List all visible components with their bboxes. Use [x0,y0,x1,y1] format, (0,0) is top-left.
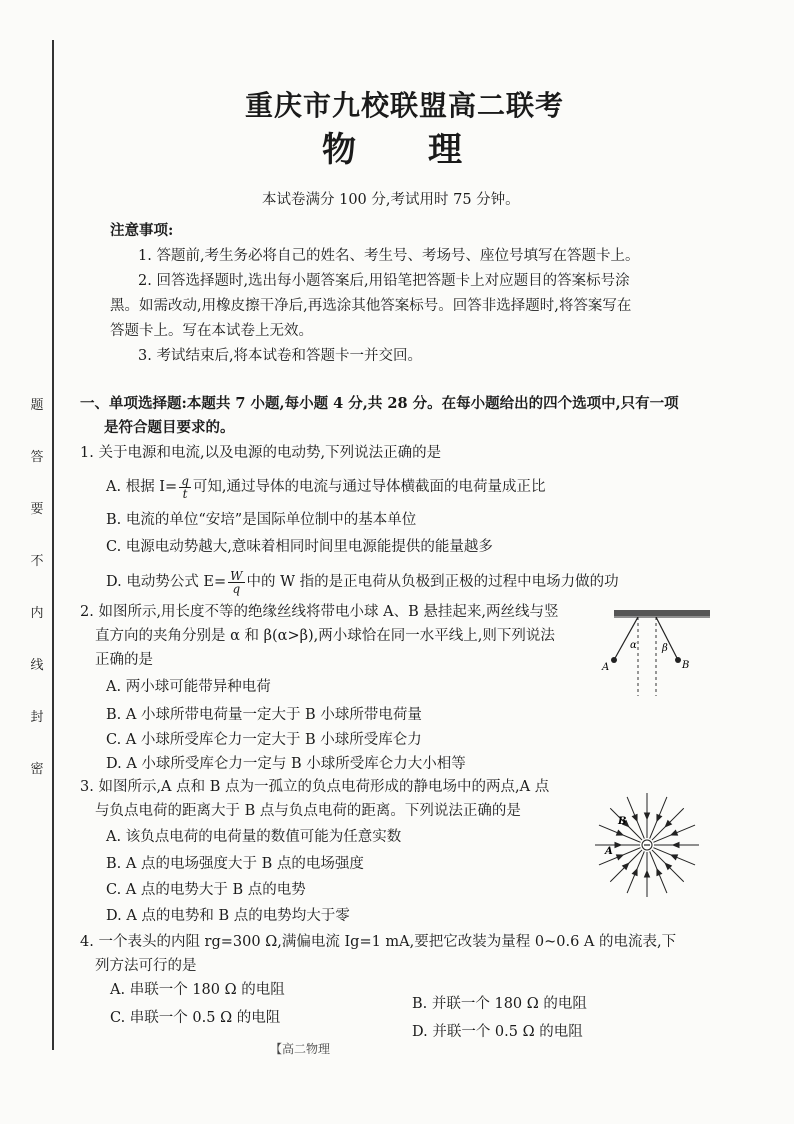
field-arrow [673,843,679,848]
string-a [614,617,638,660]
q4-line-1: 4. 一个表头的内阻 rg=300 Ω,满偏电流 Ig=1 mA,要把它改装为量程 0~0.6 A 的电流表,下 [80,934,677,950]
field-arrow [657,869,662,876]
note-3: 3. 考试结束后,将本试卷和答题卡一并交回。 [138,348,423,364]
seal-char: 内 [30,606,44,621]
q2-option-a: A. 两小球可能带异种电荷 [106,679,271,695]
q3-option-c: C. A 点的电势大于 B 点的电势 [106,882,306,898]
q2-line-3: 正确的是 [95,652,153,668]
q4-option-a: A. 串联一个 180 Ω 的电阻 [110,982,285,998]
seal-char: 题 [30,398,44,413]
note-2-line-3: 答题卡上。写在本试卷上无效。 [110,323,313,339]
q3-option-a: A. 该负点电荷的电荷量的数值可能为任意实数 [106,829,402,845]
q3-option-b: B. A 点的电场强度大于 B 点的电场强度 [106,856,364,872]
fraction-w-over-q: $\frac{W}{q}$ [230,568,243,596]
field-arrow [657,814,662,821]
q2-line-1: 2. 如图所示,用长度不等的绝缘丝线将带电小球 A、B 悬挂起来,两丝线与竖 [80,604,559,620]
q3-option-d: D. A 点的电势和 B 点的电势均大于零 [106,908,350,924]
q4-option-b: B. 并联一个 180 Ω 的电阻 [412,996,587,1012]
section-1-heading-cont: 是符合题目要求的。 [104,419,235,436]
field-arrow [632,869,637,876]
note-2-line-1: 2. 回答选择题时,选出每小题答案后,用铅笔把答题卡上对应题目的答案标号涂 [138,273,630,289]
q1-option-c: C. 电源电动势越大,意味着相同时间里电源能提供的能量越多 [106,539,493,555]
q1-option-d: D. 电动势公式 E= $\frac{W}{q}$ 中的 W 指的是正电荷从负极到正极的过程中电场力做的功 [106,568,619,596]
q4-option-d: D. 并联一个 0.5 Ω 的电阻 [412,1024,583,1040]
field-arrow [671,855,678,860]
ceiling-bar [614,610,710,616]
q4-option-c: C. 串联一个 0.5 Ω 的电阻 [110,1010,281,1026]
seal-char: 要 [30,502,44,517]
ball-a-label: A [602,662,610,673]
subject-char-1: 物 [322,130,358,170]
field-arrow [645,813,650,819]
field-lines-figure [592,790,702,900]
q2-option-b: B. A 小球所带电荷量一定大于 B 小球所带电荷量 [106,707,422,723]
field-arrow [632,814,637,821]
field-arrow [616,830,623,835]
angle-alpha-label: α [630,640,637,651]
seal-char: 封 [30,710,44,725]
exam-info: 本试卷满分 100 分,考试用时 75 分钟。 [262,192,520,208]
subject-title [322,122,464,171]
pendulum-figure [600,608,715,700]
seal-char: 不 [30,554,44,569]
q2-line-2: 直方向的夹角分别是 α 和 β(α>β),两小球恰在同一水平线上,则下列说法 [95,628,555,644]
q1-stem: 1. 关于电源和电流,以及电源的电动势,下列说法正确的是 [80,445,442,461]
ball-b-label: B [682,660,690,671]
q3-line-2: 与负点电荷的距离大于 B 点与负点电荷的距离。下列说法正确的是 [95,803,521,819]
point-b-label: B [618,816,627,827]
fraction-q-over-t: $\frac{q}{t}$ [181,473,189,501]
q3-line-1: 3. 如图所示,A 点和 B 点为一孤立的负点电荷形成的静电场中的两点,A 点 [80,779,550,795]
ball-a [611,657,617,663]
seal-char: 答 [30,450,44,465]
note-1: 1. 答题前,考生务必将自己的姓名、考生号、考场号、座位号填写在答题卡上。 [138,248,640,264]
seal-char: 密 [30,762,44,777]
exam-title: 重庆市九校联盟高二联考 [245,89,565,122]
field-arrow [645,871,650,877]
q1-option-b: B. 电流的单位“安培”是国际单位制中的基本单位 [106,512,417,528]
q2-option-d: D. A 小球所受库仑力一定与 B 小球所受库仑力大小相等 [106,756,466,772]
q2-option-c: C. A 小球所受库仑力一定大于 B 小球所受库仑力 [106,732,422,748]
field-arrow [615,843,621,848]
note-2-line-2: 黑。如需改动,用橡皮擦干净后,再选涂其他答案标号。回答非选择题时,将答案写在 [110,298,632,314]
notes-heading: 注意事项: [110,222,174,239]
q1-option-a: A. 根据 I= $\frac{q}{t}$ 可知,通过导体的电流与通过导体横截面的电荷量成正比 [106,473,546,501]
field-arrow [616,855,623,860]
angle-beta-label: β [662,643,668,654]
seal-char: 线 [30,658,44,673]
section-1-heading: 一、单项选择题:本题共 7 小题,每小题 4 分,共 28 分。在每小题给出的四个选项中,只有一项 [80,395,679,412]
point-a-label: A [605,846,613,857]
page-footer: 【高二物理 [270,1042,331,1056]
subject-char-2: 理 [428,130,464,170]
q4-line-2: 列方法可行的是 [95,958,197,974]
field-arrow [671,830,678,835]
ball-b [675,657,681,663]
seal-margin-text [25,380,49,796]
binding-margin-line [52,40,54,1050]
